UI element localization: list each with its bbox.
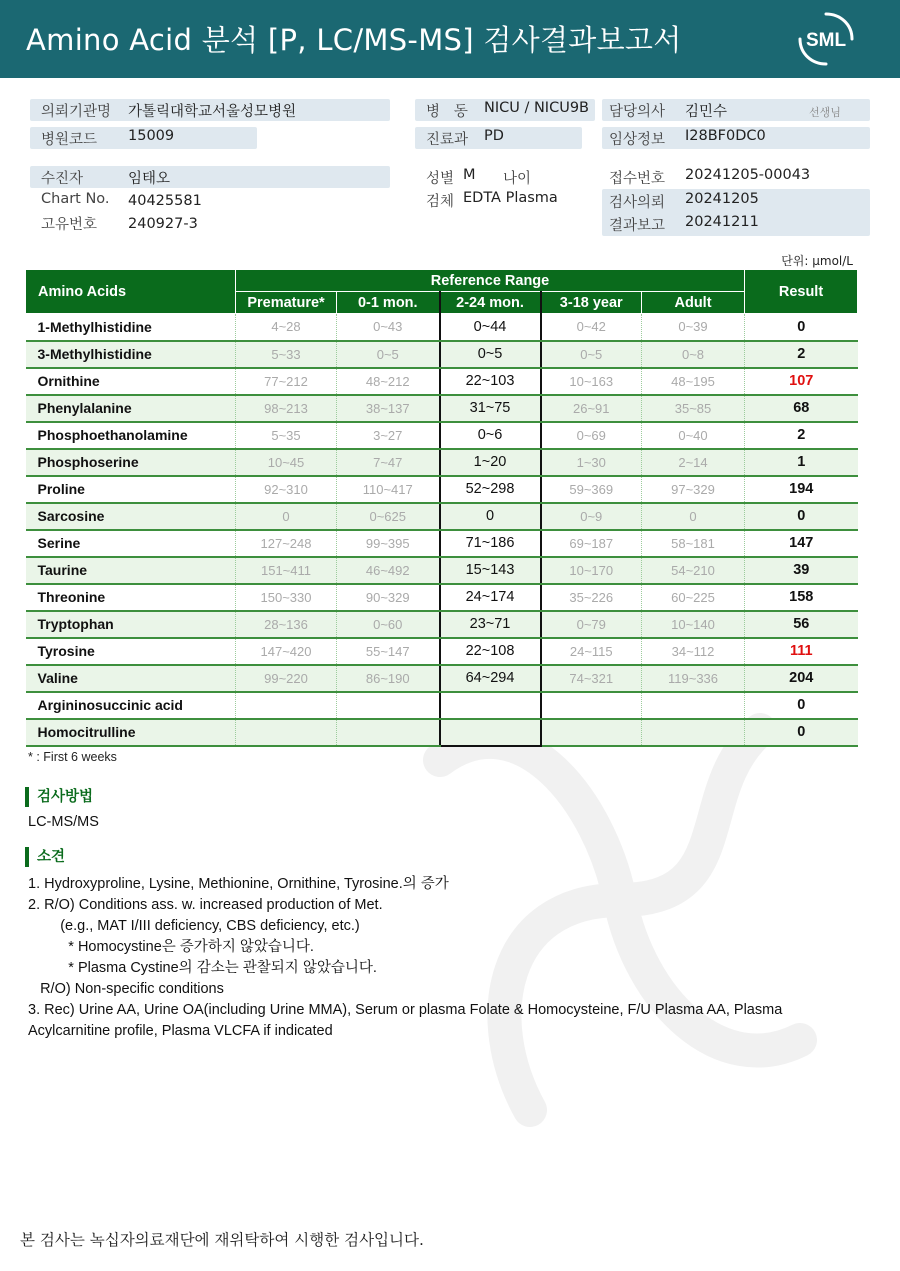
ref-adult: 48~195 [642, 368, 745, 395]
method-text: LC-MS/MS [28, 814, 99, 830]
dept-value: PD [484, 128, 504, 144]
ref-0-1-mon [337, 719, 440, 746]
ref-adult: 54~210 [642, 557, 745, 584]
report-header [0, 0, 900, 78]
ref-0-1-mon: 0~625 [337, 503, 440, 530]
doctor-label: 담당의사 [609, 104, 666, 120]
ref-3-18-year: 69~187 [541, 530, 642, 557]
header-3-18-year: 3-18 year [541, 292, 642, 314]
header-premature: Premature* [236, 292, 337, 314]
receipt-label: 접수번호 [609, 171, 666, 187]
ref-0-1-mon: 0~43 [337, 314, 440, 341]
doctor-value: 김민수 [685, 104, 728, 120]
table-row [26, 449, 858, 476]
table-row [26, 368, 858, 395]
ref-premature: 98~213 [236, 395, 337, 422]
result-value: 107 [745, 368, 858, 395]
table-row [26, 530, 858, 557]
ref-0-1-mon: 48~212 [337, 368, 440, 395]
footnote: * : First 6 weeks [28, 750, 117, 764]
header-result: Result [745, 270, 858, 314]
amino-acid-name: Tyrosine [26, 638, 236, 665]
ref-3-18-year: 1~30 [541, 449, 642, 476]
ref-adult: 0~8 [642, 341, 745, 368]
ref-2-24-mon: 23~71 [440, 611, 541, 638]
table-row [26, 638, 858, 665]
ref-2-24-mon: 0~5 [440, 341, 541, 368]
ref-3-18-year: 10~163 [541, 368, 642, 395]
ref-premature: 28~136 [236, 611, 337, 638]
table-row [26, 611, 858, 638]
findings-text [28, 874, 782, 1042]
result-value: 56 [745, 611, 858, 638]
table-row [26, 719, 858, 746]
ref-0-1-mon: 0~60 [337, 611, 440, 638]
header-2-24-mon: 2-24 mon. [440, 292, 541, 314]
dept-label: 진료과 [426, 132, 469, 148]
amino-acid-name: Threonine [26, 584, 236, 611]
ref-0-1-mon: 55~147 [337, 638, 440, 665]
receipt-value: 20241205-00043 [685, 167, 811, 183]
patient-label: 수진자 [41, 171, 84, 187]
ref-premature: 92~310 [236, 476, 337, 503]
ref-3-18-year: 0~9 [541, 503, 642, 530]
report-date-label: 결과보고 [609, 218, 666, 234]
ref-0-1-mon: 38~137 [337, 395, 440, 422]
result-value: 2 [745, 341, 858, 368]
ref-2-24-mon: 0 [440, 503, 541, 530]
finding-line: * Plasma Cystine의 감소는 관찰되지 않았습니다. [28, 960, 377, 976]
amino-acid-table [25, 269, 858, 747]
chart-label: Chart No. [41, 191, 110, 207]
finding-line: Acylcarnitine profile, Plasma VLCFA if indicated [28, 1023, 333, 1039]
request-label: 검사의뢰 [609, 195, 666, 211]
outsourcing-note: 본 검사는 녹십자의료재단에 재위탁하여 시행한 검사입니다. [20, 1231, 424, 1249]
amino-acid-name: 3-Methylhistidine [26, 341, 236, 368]
ref-3-18-year: 26~91 [541, 395, 642, 422]
patient-value: 임태오 [128, 171, 171, 187]
ref-2-24-mon: 15~143 [440, 557, 541, 584]
institution-label: 의뢰기관명 [41, 104, 112, 120]
ref-adult: 58~181 [642, 530, 745, 557]
header-amino-acids: Amino Acids [26, 270, 236, 314]
table-row [26, 557, 858, 584]
amino-acid-name: Phosphoserine [26, 449, 236, 476]
ref-0-1-mon: 99~395 [337, 530, 440, 557]
amino-acid-name: Taurine [26, 557, 236, 584]
result-value: 0 [745, 314, 858, 341]
specimen-value: EDTA Plasma [463, 190, 558, 206]
ref-2-24-mon: 31~75 [440, 395, 541, 422]
institution-value: 가톨릭대학교서울성모병원 [128, 104, 297, 120]
chart-value: 40425581 [128, 193, 202, 209]
ref-premature [236, 692, 337, 719]
patient-row-bg [30, 166, 390, 188]
header-reference-range: Reference Range [236, 270, 745, 292]
ref-premature: 150~330 [236, 584, 337, 611]
hospital-code-value: 15009 [128, 128, 175, 144]
ref-2-24-mon: 64~294 [440, 665, 541, 692]
ref-premature: 147~420 [236, 638, 337, 665]
age-label: 나이 [503, 171, 532, 187]
result-value: 158 [745, 584, 858, 611]
amino-acid-name: Serine [26, 530, 236, 557]
result-value: 0 [745, 719, 858, 746]
ref-0-1-mon: 0~5 [337, 341, 440, 368]
unique-label: 고유번호 [41, 217, 98, 233]
table-row [26, 476, 858, 503]
result-value: 1 [745, 449, 858, 476]
ref-adult [642, 719, 745, 746]
unit-label: 단위: μmol/L [781, 254, 853, 268]
finding-line: * Homocystine은 증가하지 않았습니다. [28, 939, 314, 955]
amino-acid-name: Phenylalanine [26, 395, 236, 422]
table-row [26, 665, 858, 692]
report-title: Amino Acid 분석 [P, LC/MS-MS] 검사결과보고서 [26, 23, 682, 57]
ref-premature: 0 [236, 503, 337, 530]
ref-3-18-year: 0~69 [541, 422, 642, 449]
finding-line: 1. Hydroxyproline, Lysine, Methionine, Ornithine, Tyrosine.의 증가 [28, 876, 449, 892]
table-row [26, 692, 858, 719]
ref-adult: 10~140 [642, 611, 745, 638]
result-value: 111 [745, 638, 858, 665]
ref-2-24-mon [440, 692, 541, 719]
table-row [26, 395, 858, 422]
ref-3-18-year [541, 719, 642, 746]
sex-value: M [463, 167, 476, 183]
clinical-value: I28BF0DC0 [685, 128, 766, 144]
ref-2-24-mon: 0~6 [440, 422, 541, 449]
result-value: 68 [745, 395, 858, 422]
finding-line: 2. R/O) Conditions ass. w. increased production of Met. [28, 897, 383, 913]
ref-0-1-mon: 46~492 [337, 557, 440, 584]
ref-2-24-mon: 22~108 [440, 638, 541, 665]
amino-acid-name: Homocitrulline [26, 719, 236, 746]
ref-2-24-mon: 0~44 [440, 314, 541, 341]
amino-acid-name: 1-Methylhistidine [26, 314, 236, 341]
amino-acid-name: Argininosuccinic acid [26, 692, 236, 719]
amino-acid-rows [26, 314, 858, 746]
specimen-label: 검체 [426, 194, 455, 210]
result-value: 0 [745, 692, 858, 719]
table-row [26, 422, 858, 449]
ref-0-1-mon [337, 692, 440, 719]
ref-0-1-mon: 90~329 [337, 584, 440, 611]
ref-3-18-year: 35~226 [541, 584, 642, 611]
amino-acid-name: Ornithine [26, 368, 236, 395]
table-row [26, 503, 858, 530]
result-value: 2 [745, 422, 858, 449]
ward-label: 병 동 [426, 104, 468, 120]
ref-adult: 60~225 [642, 584, 745, 611]
request-value: 20241205 [685, 191, 759, 207]
result-value: 39 [745, 557, 858, 584]
ref-3-18-year: 74~321 [541, 665, 642, 692]
report-date-value: 20241211 [685, 214, 759, 230]
ref-3-18-year [541, 692, 642, 719]
ref-2-24-mon: 1~20 [440, 449, 541, 476]
sml-logo-icon [796, 10, 856, 68]
ref-3-18-year: 0~5 [541, 341, 642, 368]
ref-premature: 127~248 [236, 530, 337, 557]
ref-2-24-mon: 52~298 [440, 476, 541, 503]
ref-adult: 34~112 [642, 638, 745, 665]
ref-premature: 4~28 [236, 314, 337, 341]
header-0-1-mon: 0-1 mon. [337, 292, 440, 314]
findings-heading: 소견 [25, 847, 65, 867]
ward-value: NICU / NICU9B [484, 100, 589, 116]
result-value: 194 [745, 476, 858, 503]
logo-text: SML [805, 30, 847, 51]
finding-line: 3. Rec) Urine AA, Urine OA(including Urine MMA), Serum or plasma Folate & Homocysteine, F/U Plasma AA, Plasma [28, 1002, 783, 1018]
ref-0-1-mon: 7~47 [337, 449, 440, 476]
amino-acid-name: Tryptophan [26, 611, 236, 638]
ref-3-18-year: 59~369 [541, 476, 642, 503]
ref-2-24-mon: 22~103 [440, 368, 541, 395]
ref-adult: 0~39 [642, 314, 745, 341]
amino-acid-name: Proline [26, 476, 236, 503]
amino-acid-name: Sarcosine [26, 503, 236, 530]
ref-3-18-year: 10~170 [541, 557, 642, 584]
ref-3-18-year: 24~115 [541, 638, 642, 665]
ref-0-1-mon: 3~27 [337, 422, 440, 449]
ref-adult: 97~329 [642, 476, 745, 503]
amino-acid-name: Phosphoethanolamine [26, 422, 236, 449]
result-value: 204 [745, 665, 858, 692]
table-row [26, 314, 858, 341]
clinical-label: 임상정보 [609, 132, 666, 148]
ref-2-24-mon [440, 719, 541, 746]
hospital-code-label: 병원코드 [41, 132, 98, 148]
table-row [26, 341, 858, 368]
ref-premature [236, 719, 337, 746]
result-value: 0 [745, 503, 858, 530]
ref-3-18-year: 0~79 [541, 611, 642, 638]
method-heading: 검사방법 [25, 787, 93, 807]
ref-adult: 119~336 [642, 665, 745, 692]
unique-value: 240927-3 [128, 216, 198, 232]
ref-adult: 0 [642, 503, 745, 530]
ref-0-1-mon: 86~190 [337, 665, 440, 692]
ref-adult: 0~40 [642, 422, 745, 449]
ref-3-18-year: 0~42 [541, 314, 642, 341]
ref-premature: 5~35 [236, 422, 337, 449]
sex-label: 성별 [426, 171, 455, 187]
ref-0-1-mon: 110~417 [337, 476, 440, 503]
ref-adult: 2~14 [642, 449, 745, 476]
finding-line: (e.g., MAT I/III deficiency, CBS deficiency, etc.) [28, 918, 360, 934]
ref-2-24-mon: 24~174 [440, 584, 541, 611]
ref-adult: 35~85 [642, 395, 745, 422]
ref-premature: 10~45 [236, 449, 337, 476]
ref-premature: 151~411 [236, 557, 337, 584]
ref-adult [642, 692, 745, 719]
header-adult: Adult [642, 292, 745, 314]
amino-acid-name: Valine [26, 665, 236, 692]
table-row [26, 584, 858, 611]
doctor-suffix: 선생님 [809, 106, 841, 119]
result-value: 147 [745, 530, 858, 557]
ref-2-24-mon: 71~186 [440, 530, 541, 557]
ref-premature: 5~33 [236, 341, 337, 368]
finding-line: R/O) Non-specific conditions [28, 981, 224, 997]
ref-premature: 99~220 [236, 665, 337, 692]
ref-premature: 77~212 [236, 368, 337, 395]
